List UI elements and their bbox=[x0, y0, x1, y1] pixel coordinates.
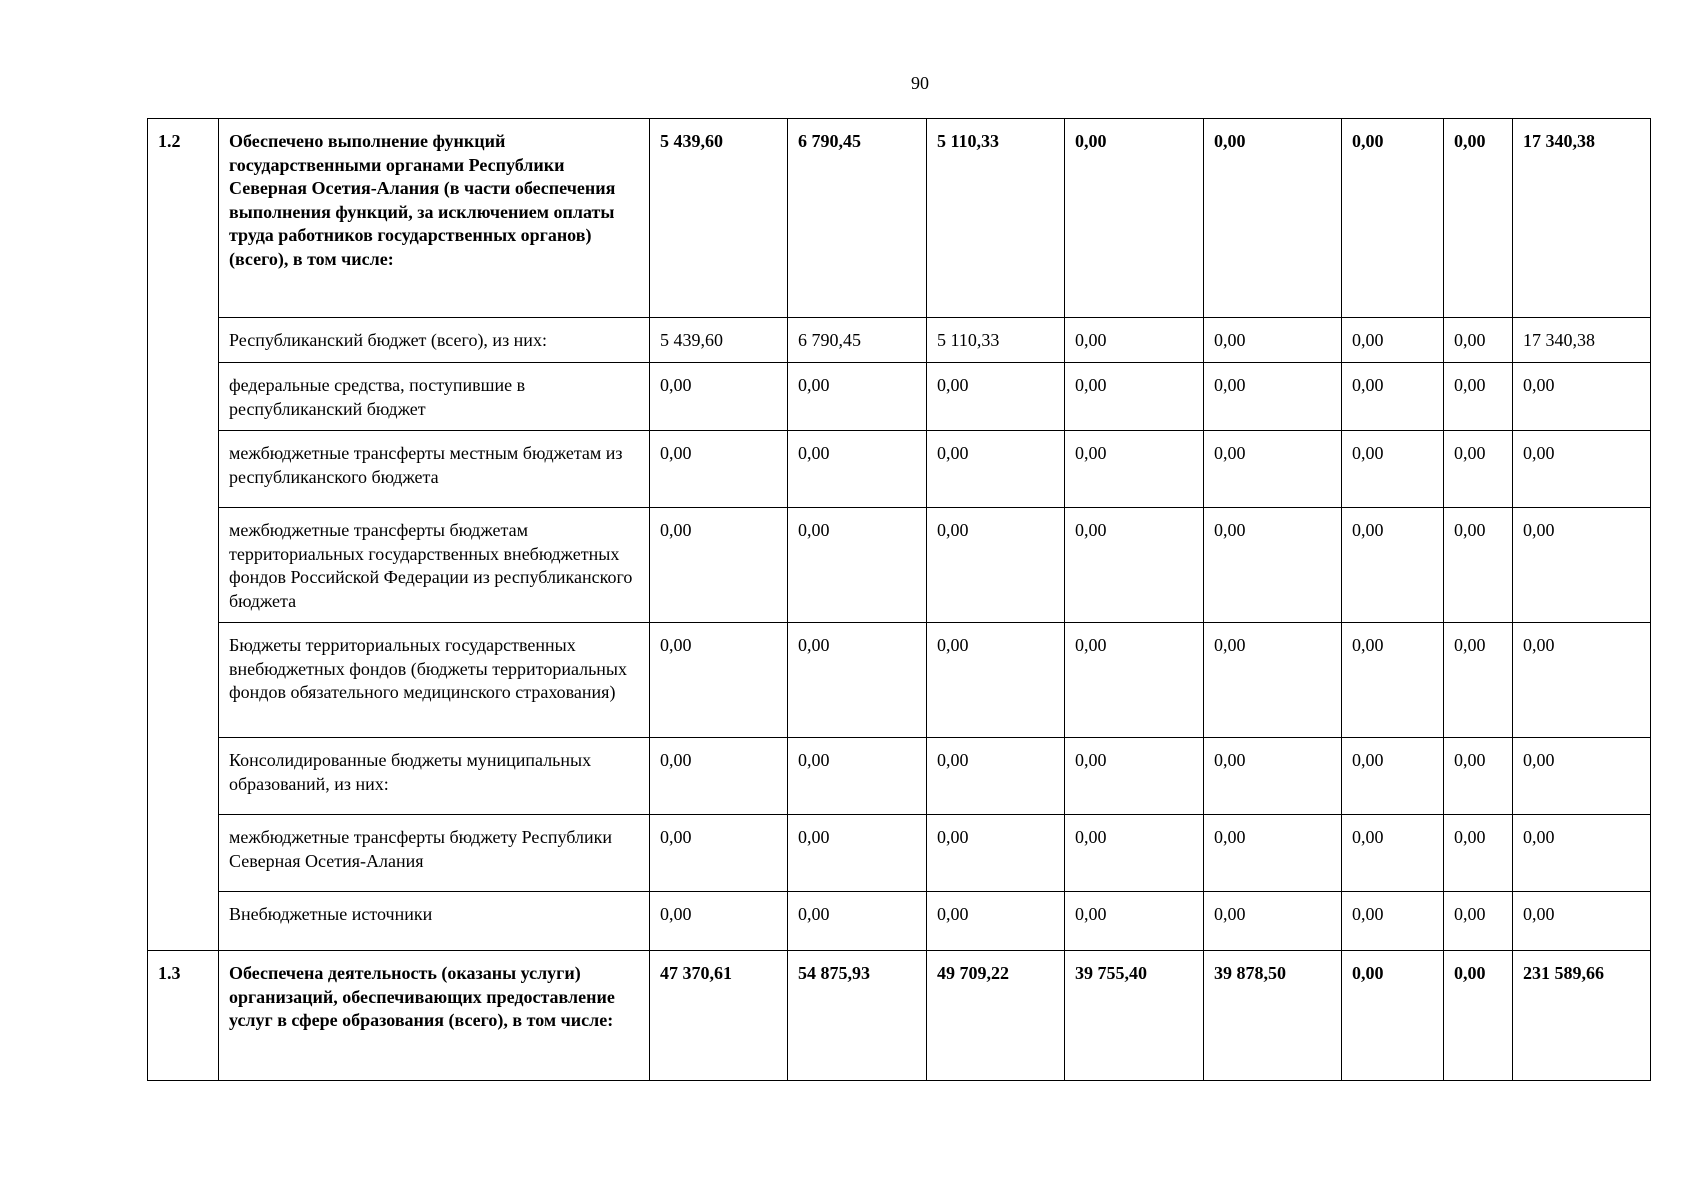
value-cell: 0,00 bbox=[1342, 431, 1444, 508]
value-cell: 0,00 bbox=[927, 892, 1065, 951]
value-cell: 0,00 bbox=[1065, 738, 1204, 815]
value-cell: 0,00 bbox=[650, 363, 788, 431]
value-cell: 0,00 bbox=[927, 431, 1065, 508]
row-label: Обеспечено выполнение функций государственными органами Республики Северная Осетия-Алания (в части обеспечения выполнения функций, за исключением оплаты труда работников государственных органов) (всего), в том числе: bbox=[219, 119, 650, 318]
value-cell: 39 755,40 bbox=[1065, 951, 1204, 1081]
value-cell: 0,00 bbox=[788, 892, 927, 951]
value-cell: 0,00 bbox=[1444, 738, 1513, 815]
table-row bbox=[148, 815, 1651, 892]
value-cell: 0,00 bbox=[1342, 815, 1444, 892]
row-label: Обеспечена деятельность (оказаны услуги) организаций, обеспечивающих предоставление услуг в сфере образования (всего), в том числе: bbox=[219, 951, 650, 1081]
table-row bbox=[148, 623, 1651, 738]
value-cell: 54 875,93 bbox=[788, 951, 927, 1081]
value-cell: 0,00 bbox=[927, 508, 1065, 623]
value-cell: 0,00 bbox=[1444, 892, 1513, 951]
value-cell: 5 110,33 bbox=[927, 119, 1065, 318]
row-label: Консолидированные бюджеты муниципальных образований, из них: bbox=[219, 738, 650, 815]
value-cell: 0,00 bbox=[1342, 623, 1444, 738]
row-index: 1.3 bbox=[148, 951, 219, 1081]
value-cell: 0,00 bbox=[1065, 318, 1204, 363]
value-cell: 0,00 bbox=[1065, 623, 1204, 738]
value-cell: 0,00 bbox=[1513, 508, 1651, 623]
value-cell: 0,00 bbox=[1444, 951, 1513, 1081]
table-row bbox=[148, 119, 1651, 318]
value-cell: 0,00 bbox=[1513, 815, 1651, 892]
value-cell: 6 790,45 bbox=[788, 119, 927, 318]
value-cell: 0,00 bbox=[1065, 815, 1204, 892]
row-label: межбюджетные трансферты бюджету Республики Северная Осетия-Алания bbox=[219, 815, 650, 892]
value-cell: 0,00 bbox=[650, 815, 788, 892]
value-cell: 0,00 bbox=[1204, 815, 1342, 892]
table-row bbox=[148, 892, 1651, 951]
value-cell: 17 340,38 bbox=[1513, 318, 1651, 363]
value-cell: 47 370,61 bbox=[650, 951, 788, 1081]
row-label: межбюджетные трансферты местным бюджетам из республиканского бюджета bbox=[219, 431, 650, 508]
value-cell: 0,00 bbox=[1444, 508, 1513, 623]
budget-table bbox=[147, 118, 1651, 1081]
value-cell: 49 709,22 bbox=[927, 951, 1065, 1081]
value-cell: 0,00 bbox=[1444, 363, 1513, 431]
value-cell: 0,00 bbox=[1513, 363, 1651, 431]
value-cell: 0,00 bbox=[788, 363, 927, 431]
value-cell: 0,00 bbox=[1204, 318, 1342, 363]
page-number: 90 bbox=[911, 73, 929, 93]
value-cell: 0,00 bbox=[788, 508, 927, 623]
row-index bbox=[148, 508, 219, 623]
value-cell: 0,00 bbox=[1342, 119, 1444, 318]
row-label: Бюджеты территориальных государственных внебюджетных фондов (бюджеты территориальных фондов обязательного медицинского страхования) bbox=[219, 623, 650, 738]
value-cell: 0,00 bbox=[1513, 623, 1651, 738]
value-cell: 0,00 bbox=[650, 431, 788, 508]
value-cell: 5 439,60 bbox=[650, 119, 788, 318]
table-row bbox=[148, 363, 1651, 431]
row-index bbox=[148, 431, 219, 508]
value-cell: 0,00 bbox=[1204, 738, 1342, 815]
value-cell: 0,00 bbox=[650, 623, 788, 738]
value-cell: 0,00 bbox=[1444, 815, 1513, 892]
value-cell: 0,00 bbox=[1444, 318, 1513, 363]
value-cell: 39 878,50 bbox=[1204, 951, 1342, 1081]
value-cell: 0,00 bbox=[1342, 738, 1444, 815]
value-cell: 0,00 bbox=[1444, 623, 1513, 738]
value-cell: 0,00 bbox=[1204, 508, 1342, 623]
value-cell: 0,00 bbox=[1513, 738, 1651, 815]
table-row bbox=[148, 431, 1651, 508]
value-cell: 231 589,66 bbox=[1513, 951, 1651, 1081]
value-cell: 5 110,33 bbox=[927, 318, 1065, 363]
row-index: 1.2 bbox=[148, 119, 219, 318]
value-cell: 0,00 bbox=[1342, 892, 1444, 951]
table-row bbox=[148, 951, 1651, 1081]
table-row bbox=[148, 508, 1651, 623]
value-cell: 0,00 bbox=[1204, 119, 1342, 318]
value-cell: 0,00 bbox=[1065, 508, 1204, 623]
value-cell: 0,00 bbox=[1204, 623, 1342, 738]
value-cell: 0,00 bbox=[1065, 363, 1204, 431]
value-cell: 0,00 bbox=[1342, 951, 1444, 1081]
value-cell: 0,00 bbox=[1342, 508, 1444, 623]
value-cell: 0,00 bbox=[1342, 318, 1444, 363]
value-cell: 6 790,45 bbox=[788, 318, 927, 363]
value-cell: 0,00 bbox=[927, 363, 1065, 431]
value-cell: 0,00 bbox=[1204, 892, 1342, 951]
row-label: федеральные средства, поступившие в республиканский бюджет bbox=[219, 363, 650, 431]
value-cell: 0,00 bbox=[788, 738, 927, 815]
value-cell: 0,00 bbox=[1204, 363, 1342, 431]
value-cell: 0,00 bbox=[650, 508, 788, 623]
row-index bbox=[148, 363, 219, 431]
value-cell: 0,00 bbox=[1065, 892, 1204, 951]
value-cell: 0,00 bbox=[1444, 119, 1513, 318]
value-cell: 0,00 bbox=[1444, 431, 1513, 508]
value-cell: 0,00 bbox=[1065, 431, 1204, 508]
value-cell: 0,00 bbox=[927, 815, 1065, 892]
row-index bbox=[148, 815, 219, 892]
row-label: Республиканский бюджет (всего), из них: bbox=[219, 318, 650, 363]
table-row bbox=[148, 318, 1651, 363]
table-row bbox=[148, 738, 1651, 815]
value-cell: 0,00 bbox=[788, 623, 927, 738]
value-cell: 0,00 bbox=[1342, 363, 1444, 431]
value-cell: 0,00 bbox=[927, 623, 1065, 738]
value-cell: 0,00 bbox=[1065, 119, 1204, 318]
row-index bbox=[148, 892, 219, 951]
value-cell: 0,00 bbox=[1204, 431, 1342, 508]
value-cell: 0,00 bbox=[1513, 431, 1651, 508]
row-index bbox=[148, 738, 219, 815]
value-cell: 0,00 bbox=[788, 431, 927, 508]
value-cell: 0,00 bbox=[927, 738, 1065, 815]
row-label: межбюджетные трансферты бюджетам территориальных государственных внебюджетных фондов Российской Федерации из республиканского бюджета bbox=[219, 508, 650, 623]
value-cell: 17 340,38 bbox=[1513, 119, 1651, 318]
value-cell: 0,00 bbox=[650, 738, 788, 815]
value-cell: 0,00 bbox=[788, 815, 927, 892]
value-cell: 0,00 bbox=[650, 892, 788, 951]
row-label: Внебюджетные источники bbox=[219, 892, 650, 951]
value-cell: 5 439,60 bbox=[650, 318, 788, 363]
row-index bbox=[148, 318, 219, 363]
value-cell: 0,00 bbox=[1513, 892, 1651, 951]
row-index bbox=[148, 623, 219, 738]
